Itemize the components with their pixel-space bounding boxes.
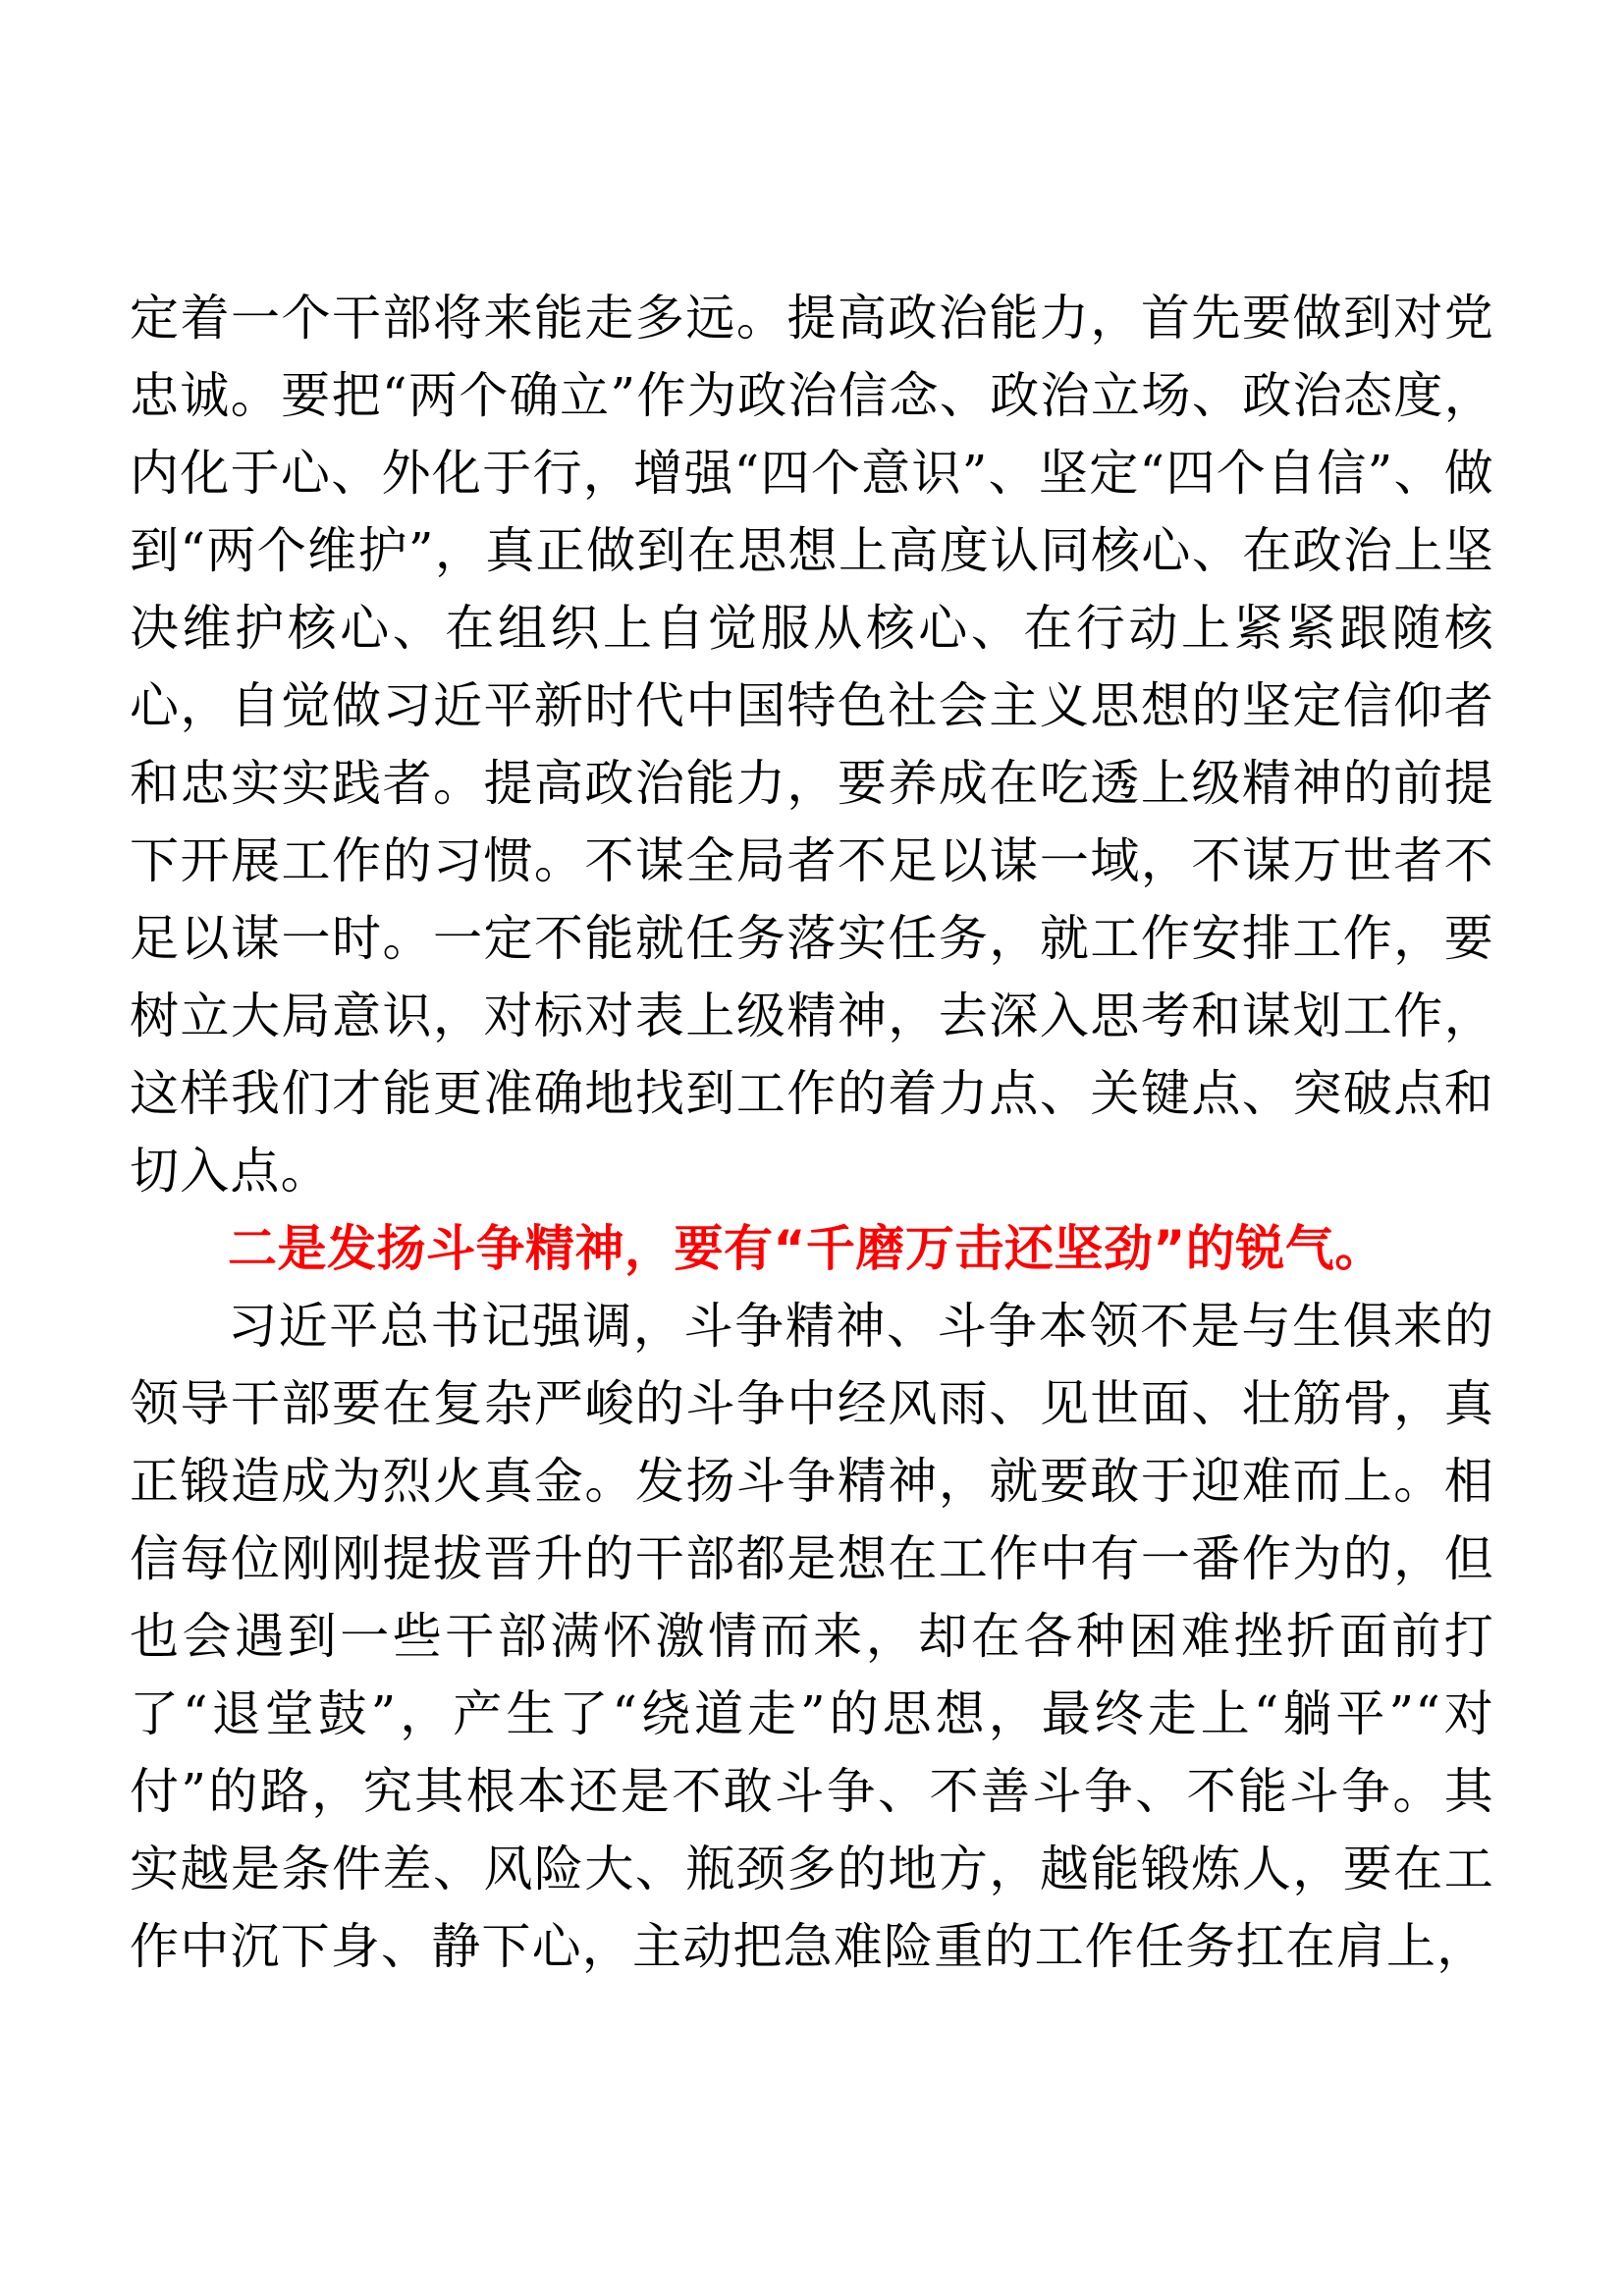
section-heading-struggle-spirit: 二是发扬斗争精神，要有“千磨万击还坚劲”的锐气。: [228, 1220, 1384, 1277]
paragraph-struggle-spirit: 习近平总书记强调，斗争精神、斗争本领不是与生俱来的领导干部要在复杂严峻的斗争中经风雨、见世面、壮筋骨，真正锻造成为烈火真金。发扬斗争精神，就要敢于迎难而上。相信每位刚刚提拔晋升的干部都是想在工作中有一番作为的，但也会遇到一些干部满怀激情而来，却在各种困难挫折面前打了“退堂鼓”，产生了“绕道走”的思想，最终走上“躺平”“对付”的路，究其根本还是不敢斗争、不善斗争、不能斗争。其实越是条件差、风险大、瓶颈多的地方，越能锻炼人，要在工作中沉下身、静下心，主动把急难险重的工作任务扛在肩上，: [130, 1298, 1494, 1975]
document-body: [130, 280, 1494, 1986]
paragraph-political-ability: 定着一个干部将来能走多远。提高政治能力，首先要做到对党忠诚。要把“两个确立”作为政治信念、政治立场、政治态度，内化于心、外化于行，增强“四个意识”、坚定“四个自信”、做到“两个维护”，真正做到在思想上高度认同核心、在政治上坚决维护核心、在组织上自觉服从核心、在行动上紧紧跟随核心，自觉做习近平新时代中国特色社会主义思想的坚定信仰者和忠实实践者。提高政治能力，要养成在吃透上级精神的前提下开展工作的习惯。不谋全局者不足以谋一域，不谋万世者不足以谋一时。一定不能就任务落实任务，就工作安排工作，要树立大局意识，对标对表上级精神，去深入思考和谋划工作，这样我们才能更准确地找到工作的着力点、关键点、突破点和切入点。: [130, 290, 1494, 1200]
